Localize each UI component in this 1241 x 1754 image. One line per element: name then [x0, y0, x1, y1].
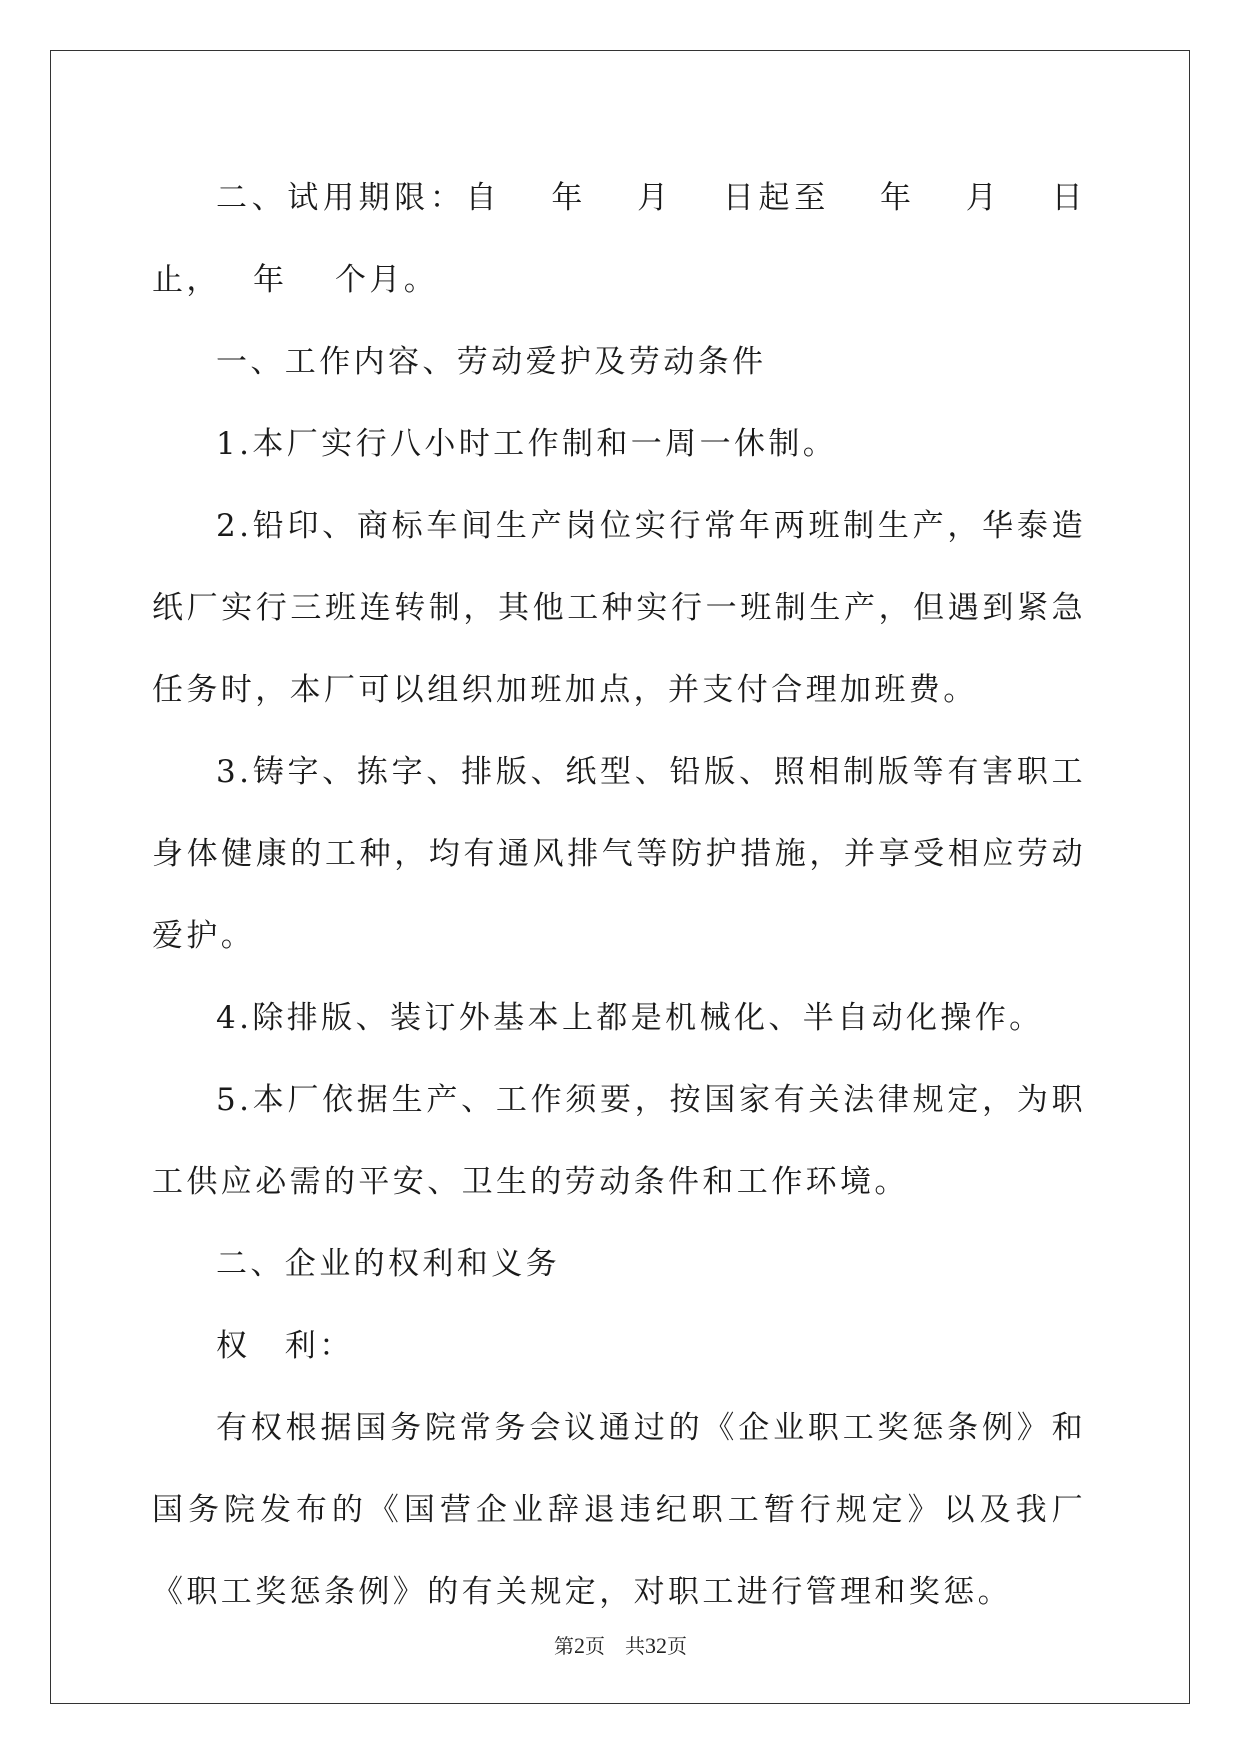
- section-heading-work-content: 一、工作内容、劳动爱护及劳动条件: [216, 344, 767, 380]
- footer-page-suffix: 页 共: [585, 1634, 645, 1658]
- paragraph-rights-body: 有权根据国务院常务会议通过的《企业职工奖惩条例》和国务院发布的《国营企业辞退违纪职工暂行规定》以及我厂《职工奖惩条例》的有关规定，对职工进行管理和奖惩。: [152, 1410, 1086, 1610]
- paragraph-item-4: 4.除排版、装订外基本上都是机械化、半自动化操作。: [216, 1000, 1044, 1036]
- total-page-count: 32: [645, 1633, 667, 1658]
- footer-prefix: 第: [554, 1634, 574, 1658]
- paragraph-item-5: 5.本厂依据生产、工作须要，按国家有关法律规定，为职工供应必需的平安、卫生的劳动条件和工作环境。: [152, 1082, 1086, 1200]
- paragraph-item-2: 2.铅印、商标车间生产岗位实行常年两班制生产，华泰造纸厂实行三班连转制，其他工种实行一班制生产，但遇到紧急任务时，本厂可以组织加班加点，并支付合理加班费。: [152, 508, 1086, 708]
- footer-total-suffix: 页: [667, 1634, 687, 1658]
- document-body: [152, 157, 1086, 1633]
- paragraph-item-1: 1.本厂实行八小时工作制和一周一休制。: [216, 426, 838, 462]
- rights-heading: 权 利：: [216, 1328, 354, 1364]
- page-footer: [0, 1632, 1241, 1660]
- current-page-number: 2: [574, 1633, 585, 1658]
- paragraph-item-3: 3.铸字、拣字、排版、纸型、铅版、照相制版等有害职工身体健康的工种，均有通风排气等防护措施，并享受相应劳动爱护。: [152, 754, 1086, 954]
- section-heading-rights-duties: 二、企业的权利和义务: [216, 1246, 560, 1282]
- paragraph-trial-period: 二、试用期限：自 年 月 日起至 年 月 日止， 年 个月。: [152, 180, 1086, 298]
